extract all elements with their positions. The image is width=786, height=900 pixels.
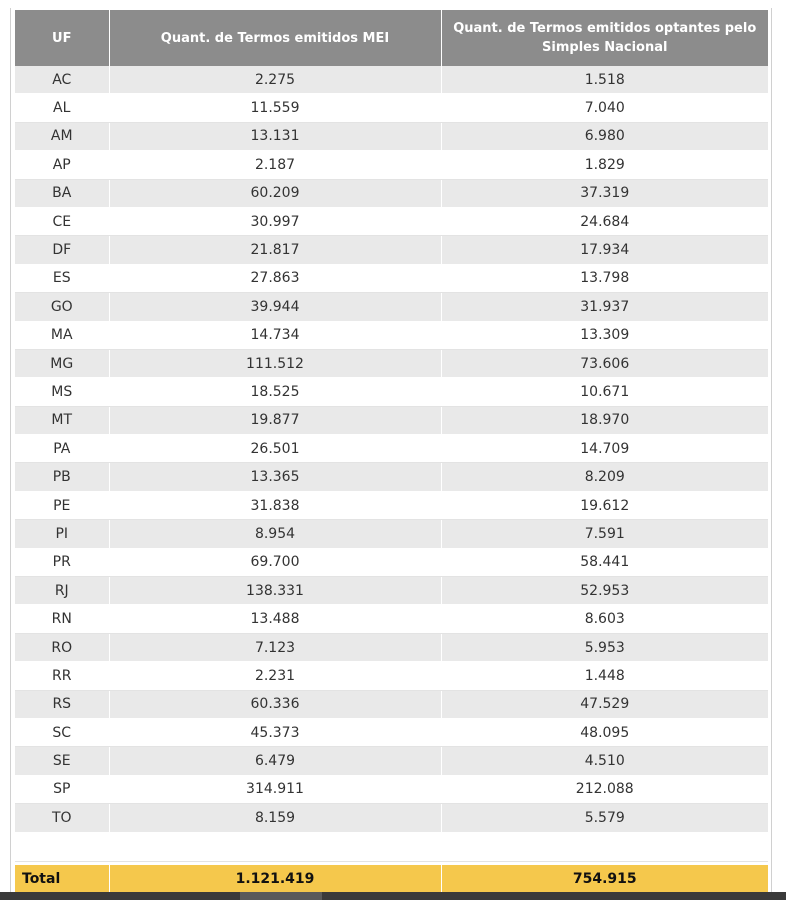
table-row: [15, 662, 768, 690]
scroll-segment: [240, 892, 322, 900]
total-simples: 754.915: [441, 865, 768, 893]
table-header: [15, 10, 768, 66]
cell-uf: PI: [15, 520, 109, 548]
cell-uf: SC: [15, 718, 109, 746]
blank-cell: [441, 832, 768, 861]
cell-uf: AP: [15, 151, 109, 179]
cell-uf: RN: [15, 605, 109, 633]
cell-uf: RO: [15, 633, 109, 661]
total-label: Total: [15, 865, 109, 893]
cell-mei: 30.997: [109, 207, 441, 235]
cell-mei: 60.336: [109, 690, 441, 718]
header-mei: Quant. de Termos emitidos MEI: [109, 10, 441, 66]
cell-mei: 45.373: [109, 718, 441, 746]
cell-simples: 47.529: [441, 690, 768, 718]
cell-simples: 19.612: [441, 491, 768, 519]
table-row: [15, 94, 768, 122]
table-row: [15, 804, 768, 832]
table-row: [15, 207, 768, 235]
cell-simples: 8.603: [441, 605, 768, 633]
cell-simples: 10.671: [441, 378, 768, 406]
cell-simples: 17.934: [441, 236, 768, 264]
table-footer: [15, 865, 768, 893]
cell-simples: 7.040: [441, 94, 768, 122]
header-uf: UF: [15, 10, 109, 66]
cell-mei: 60.209: [109, 179, 441, 207]
blank-cell: [109, 832, 441, 861]
cell-simples: 13.798: [441, 264, 768, 292]
cell-simples: 5.579: [441, 804, 768, 832]
table-row: [15, 293, 768, 321]
cell-uf: TO: [15, 804, 109, 832]
cell-simples: 1.829: [441, 151, 768, 179]
cell-simples: 8.209: [441, 463, 768, 491]
cell-uf: DF: [15, 236, 109, 264]
cell-simples: 212.088: [441, 775, 768, 803]
cell-uf: SP: [15, 775, 109, 803]
cell-mei: 314.911: [109, 775, 441, 803]
cell-mei: 13.365: [109, 463, 441, 491]
total-mei: 1.121.419: [109, 865, 441, 893]
cell-simples: 7.591: [441, 520, 768, 548]
table-row: [15, 435, 768, 463]
cell-uf: MA: [15, 321, 109, 349]
cell-mei: 2.231: [109, 662, 441, 690]
cell-mei: 138.331: [109, 577, 441, 605]
cell-mei: 31.838: [109, 491, 441, 519]
table-row: [15, 321, 768, 349]
cell-simples: 4.510: [441, 747, 768, 775]
table-row: [15, 406, 768, 434]
cell-uf: RS: [15, 690, 109, 718]
cell-simples: 52.953: [441, 577, 768, 605]
cell-mei: 39.944: [109, 293, 441, 321]
table-row: [15, 179, 768, 207]
cell-mei: 69.700: [109, 548, 441, 576]
table-row: [15, 690, 768, 718]
bottom-bar: [0, 892, 786, 900]
table-row: [15, 378, 768, 406]
table-row: [15, 718, 768, 746]
table-row: [15, 151, 768, 179]
cell-uf: AL: [15, 94, 109, 122]
cell-uf: SE: [15, 747, 109, 775]
cell-simples: 18.970: [441, 406, 768, 434]
cell-mei: 2.187: [109, 151, 441, 179]
table-row: [15, 66, 768, 94]
table-row: [15, 633, 768, 661]
table-row: [15, 605, 768, 633]
table-row: [15, 577, 768, 605]
table-row: [15, 236, 768, 264]
table-row: [15, 349, 768, 377]
cell-simples: 6.980: [441, 122, 768, 150]
table-row: [15, 122, 768, 150]
cell-mei: 19.877: [109, 406, 441, 434]
total-row: [15, 865, 768, 893]
cell-mei: 8.954: [109, 520, 441, 548]
cell-uf: PE: [15, 491, 109, 519]
blank-row: [15, 832, 768, 861]
termos-table: [15, 10, 768, 893]
cell-uf: RR: [15, 662, 109, 690]
cell-simples: 73.606: [441, 349, 768, 377]
table-row: [15, 463, 768, 491]
table-row: [15, 548, 768, 576]
cell-mei: 21.817: [109, 236, 441, 264]
cell-simples: 24.684: [441, 207, 768, 235]
cell-mei: 6.479: [109, 747, 441, 775]
cell-mei: 7.123: [109, 633, 441, 661]
table-row: [15, 520, 768, 548]
cell-uf: RJ: [15, 577, 109, 605]
cell-uf: MS: [15, 378, 109, 406]
cell-mei: 26.501: [109, 435, 441, 463]
cell-mei: 111.512: [109, 349, 441, 377]
cell-mei: 11.559: [109, 94, 441, 122]
cell-uf: ES: [15, 264, 109, 292]
cell-simples: 37.319: [441, 179, 768, 207]
cell-uf: PR: [15, 548, 109, 576]
cell-simples: 1.518: [441, 66, 768, 94]
cell-uf: MT: [15, 406, 109, 434]
cell-simples: 14.709: [441, 435, 768, 463]
cell-simples: 13.309: [441, 321, 768, 349]
cell-mei: 14.734: [109, 321, 441, 349]
cell-mei: 2.275: [109, 66, 441, 94]
cell-uf: AM: [15, 122, 109, 150]
table-body: [15, 66, 768, 865]
cell-uf: BA: [15, 179, 109, 207]
table-row: [15, 264, 768, 292]
cell-uf: CE: [15, 207, 109, 235]
cell-uf: MG: [15, 349, 109, 377]
blank-cell: [15, 832, 109, 861]
cell-mei: 27.863: [109, 264, 441, 292]
header-simples: Quant. de Termos emitidos optantes pelo Simples Nacional: [441, 10, 768, 66]
cell-mei: 13.131: [109, 122, 441, 150]
cell-simples: 48.095: [441, 718, 768, 746]
cell-mei: 8.159: [109, 804, 441, 832]
cell-simples: 1.448: [441, 662, 768, 690]
cell-simples: 5.953: [441, 633, 768, 661]
cell-uf: PB: [15, 463, 109, 491]
cell-simples: 31.937: [441, 293, 768, 321]
cell-uf: PA: [15, 435, 109, 463]
cell-simples: 58.441: [441, 548, 768, 576]
cell-mei: 13.488: [109, 605, 441, 633]
cell-uf: AC: [15, 66, 109, 94]
cell-mei: 18.525: [109, 378, 441, 406]
table-row: [15, 775, 768, 803]
table-row: [15, 491, 768, 519]
cell-uf: GO: [15, 293, 109, 321]
table-row: [15, 747, 768, 775]
